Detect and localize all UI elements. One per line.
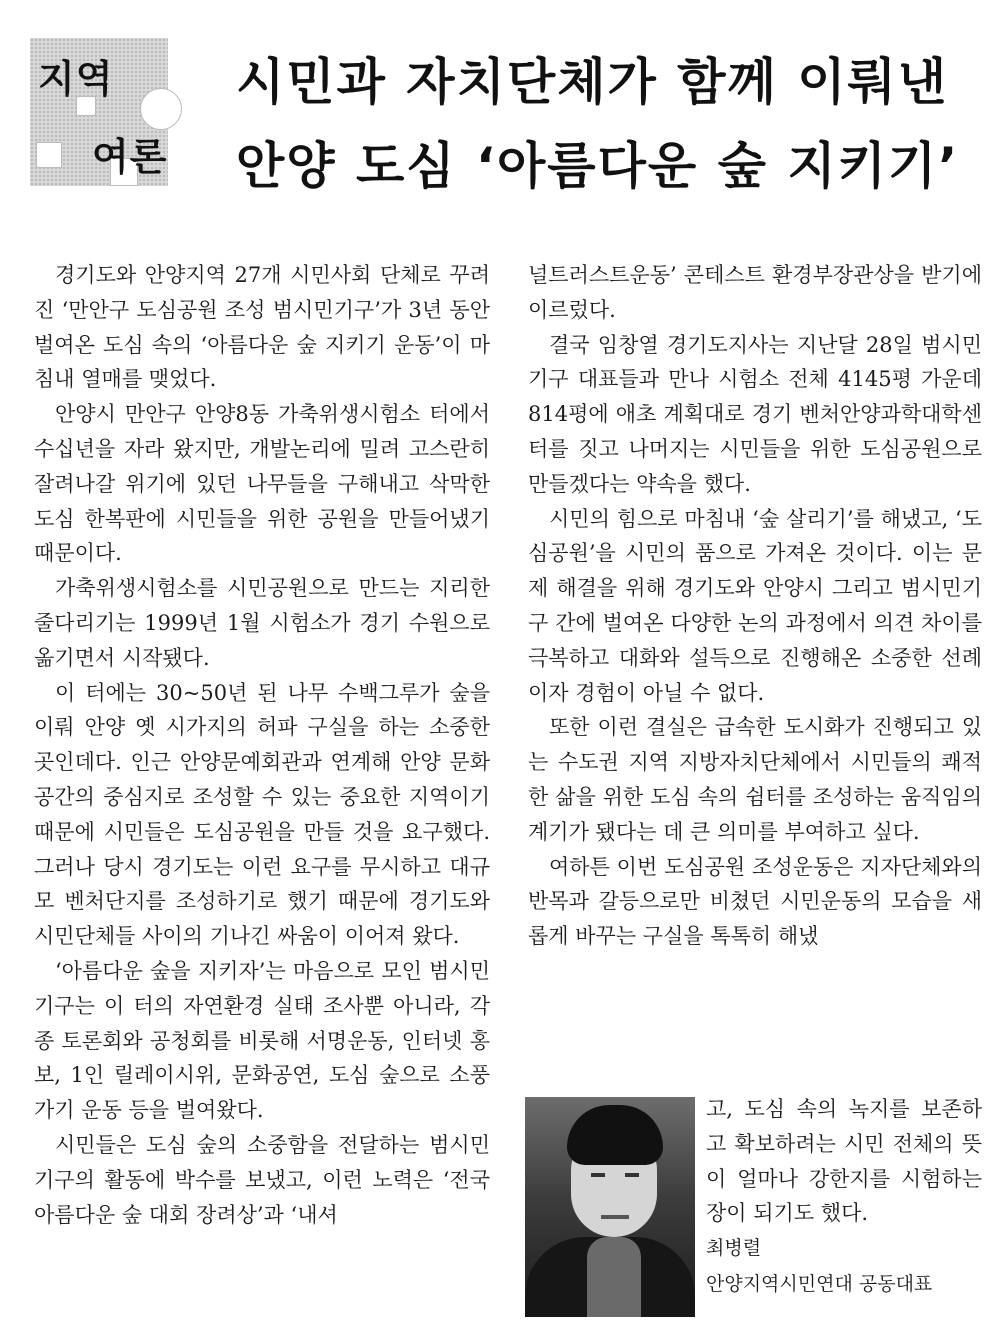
article-column-right	[528, 258, 982, 954]
badge-circle-shape	[140, 88, 182, 130]
paragraph: 경기도와 안양지역 27개 시민사회 단체로 꾸려진 ‘만안구 도심공원 조성 범시민기구’가 3년 동안 벌여온 도심 속의 ‘아름다운 숲 지키기 운동’이 마침내 열매를 맺었다.	[34, 263, 490, 392]
headline	[236, 40, 976, 208]
headline-line1: 시민과 자치단체가 함께 이뤄낸	[236, 53, 949, 111]
author-name: 최병렬	[706, 1237, 762, 1259]
paragraph: ‘아름다운 숲을 지키자’는 마음으로 모인 범시민기구는 이 터의 자연환경 실태 조사뿐 아니라, 각종 토론회와 공청회를 비롯해 서명운동, 인터넷 홍보, 1인 릴레이시위, 문화공연, 도심 숲으로 소풍가기 운동 등을 벌여왔다.	[34, 958, 490, 1123]
photo-eye-shape	[625, 1173, 639, 1177]
paragraph: 또한 이런 결실은 급속한 도시화가 진행되고 있는 수도권 지역 지방자치단체에서 시민들의 쾌적한 삶을 위한 도심 속의 쉼터를 조성하는 움직임의 계기가 됐다는 데 큰 의미를 부여하고 싶다.	[528, 715, 982, 844]
paragraph: 가축위생시험소를 시민공원으로 만드는 지리한 줄다리기는 1999년 1월 시험소가 경기 수원으로 옮기면서 시작됐다.	[34, 576, 490, 670]
photo-eye-shape	[591, 1173, 605, 1177]
section-badge	[30, 38, 168, 186]
photo-mouth-shape	[601, 1215, 629, 1219]
section-label-line1: 지역	[38, 57, 114, 101]
photo-hair-shape	[567, 1105, 663, 1165]
article-column-left	[34, 258, 490, 1232]
paragraph: 안양시 만안구 안양8동 가축위생시험소 터에서 수십년을 자라 왔지만, 개발논리에 밀려 고스란히 잘려나갈 위기에 있던 나무들을 구해내고 삭막한 도심 한복판에 시민들을 위한 공원을 만들어냈기 때문이다.	[34, 402, 490, 566]
paragraph: 시민들은 도심 숲의 소중함을 전달하는 범시민기구의 활동에 박수를 보냈고, 이런 노력은 ‘전국 아름다운 숲 대회 장려상’과 ‘내셔	[34, 1132, 490, 1227]
author-photo	[525, 1097, 695, 1317]
badge-square-shape	[36, 142, 62, 168]
section-label-line2: 여론	[92, 135, 168, 179]
paragraph: 널트러스트운동’ 콘테스트 환경부장관상을 받기에 이르렀다.	[528, 263, 982, 322]
photo-scarf-shape	[587, 1237, 641, 1317]
author-title: 안양지역시민연대 공동대표	[706, 1273, 933, 1295]
paragraph: 시민의 힘으로 마침내 ‘숲 살리기’를 해냈고, ‘도심공원’을 시민의 품으로 가져온 것이다. 이는 문제 해결을 위해 경기도와 안양시 그리고 범시민기구 간에 벌여온 다양한 논의 과정에서 의견 차이를 극복하고 대화와 설득으로 진행해온 소중한 선례이자 경험이 아닐 수 없다.	[528, 506, 982, 705]
paragraph: 이 터에는 30~50년 된 나무 수백그루가 숲을 이뤄 안양 옛 시가지의 허파 구실을 하는 소중한 곳인데다. 인근 안양문예회관과 연계해 안양 문화공간의 중심지로 조성할 수 있는 중요한 지역이기 때문에 시민들은 도심공원을 만들 것을 요구했다. 그러나 당시 경기도는 이런 요구를 무시하고 대규모 벤처단지를 조성하기로 했기 때문에 경기도와 시민단체들 사이의 기나긴 싸움이 이어져 왔다.	[34, 680, 490, 949]
paragraph: 고, 도심 속의 녹지를 보존하고 확보하려는 시민 전체의 뜻이 얼마나 강한지를 시험하는 장이 되기도 했다.	[706, 1097, 982, 1226]
headline-line2: 안양 도심 ‘아름다운 숲 지키기’	[236, 137, 960, 195]
article-column-right-wrap	[706, 1092, 982, 1231]
paragraph: 여하튼 이번 도심공원 조성운동은 지자단체와의 반목과 갈등으로만 비쳤던 시민운동의 모습을 새롭게 바꾸는 구실을 톡톡히 해냈	[528, 854, 982, 949]
paragraph: 결국 임창열 경기도지사는 지난달 28일 범시민기구 대표들과 만나 시험소 전체 4145평 가운데 814평에 애초 계획대로 경기 벤처안양과학대학센터를 짓고 나머지는 시민들을 위한 도심공원으로 만들겠다는 약속을 했다.	[528, 332, 982, 496]
